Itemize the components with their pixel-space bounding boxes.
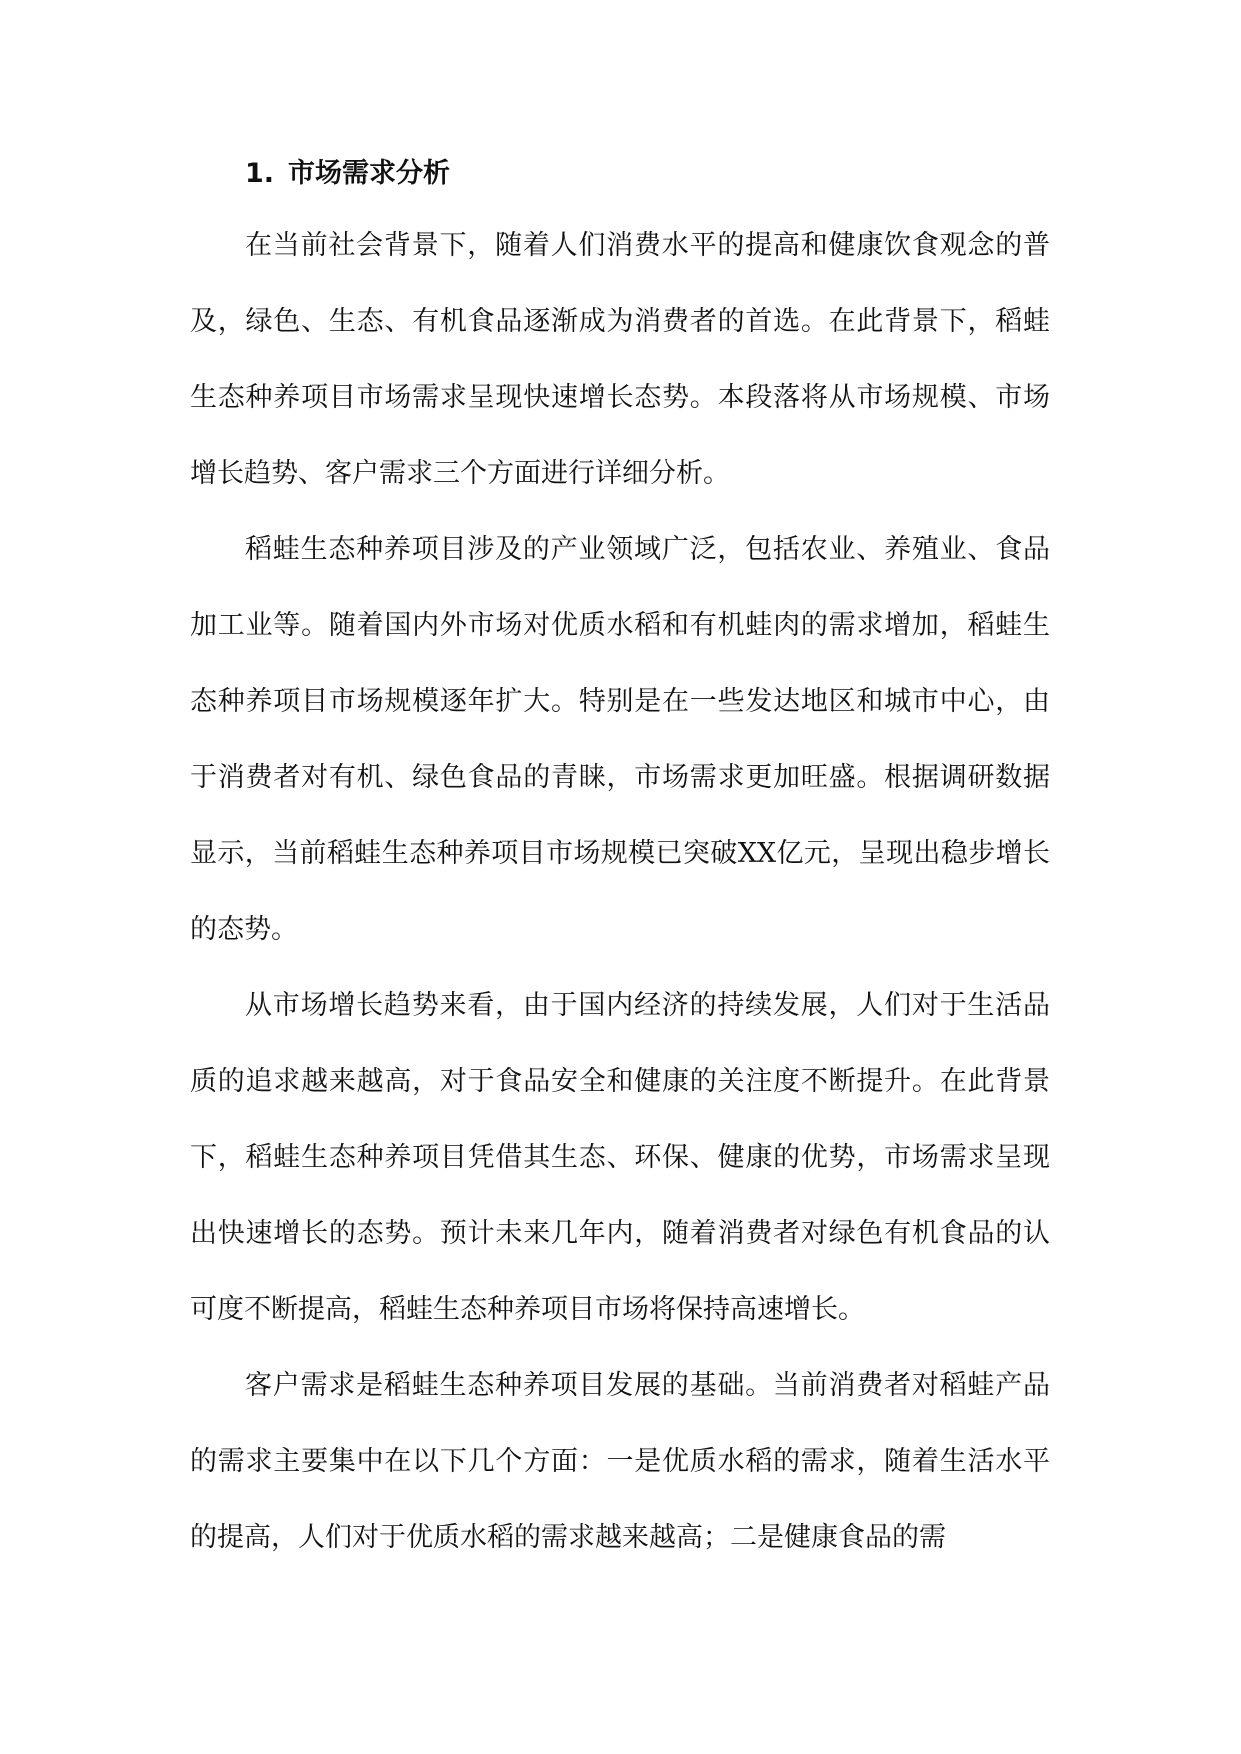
paragraph-customer-demand: 客户需求是稻蛙生态种养项目发展的基础。当前消费者对稻蛙产品的需求主要集中在以下几个方面：一是优质水稻的需求，随着生活水平的提高，人们对于优质水稻的需求越来越高；二是健康食品的需 bbox=[190, 1370, 1050, 1553]
paragraph-intro: 在当前社会背景下，随着人们消费水平的提高和健康饮食观念的普及，绿色、生态、有机食品逐渐成为消费者的首选。在此背景下，稻蛙生态种养项目市场需求呈现快速增长态势。本段落将从市场规模、市场增长趋势、客户需求三个方面进行详细分析。 bbox=[190, 230, 1050, 489]
section-heading bbox=[245, 140, 1050, 208]
section-number: 1. bbox=[245, 158, 275, 189]
document-body bbox=[190, 140, 1050, 1576]
section-title: 市场需求分析 bbox=[288, 158, 451, 189]
paragraph-growth-trend: 从市场增长趋势来看，由于国内经济的持续发展，人们对于生活品质的追求越来越高，对于食品安全和健康的关注度不断提升。在此背景下，稻蛙生态种养项目凭借其生态、环保、健康的优势，市场需求呈现出快速增长的态势。预计未来几年内，随着消费者对绿色有机食品的认可度不断提高，稻蛙生态种养项目市场将保持高速增长。 bbox=[190, 990, 1050, 1325]
paragraph-market-size: 稻蛙生态种养项目涉及的产业领域广泛，包括农业、养殖业、食品加工业等。随着国内外市场对优质水稻和有机蛙肉的需求增加，稻蛙生态种养项目市场规模逐年扩大。特别是在一些发达地区和城市中心，由于消费者对有机、绿色食品的青睐，市场需求更加旺盛。根据调研数据显示，当前稻蛙生态种养项目市场规模已突破XX亿元，呈现出稳步增长的态势。 bbox=[190, 534, 1050, 945]
